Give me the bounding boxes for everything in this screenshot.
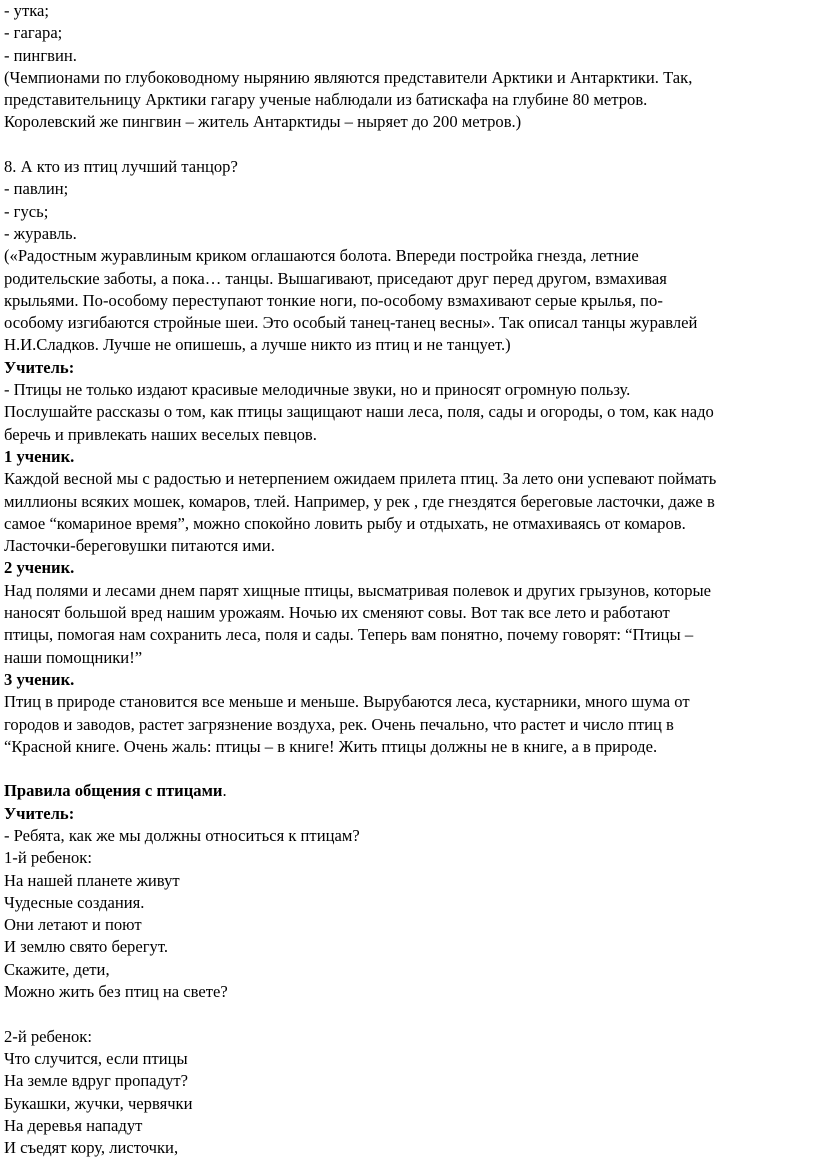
student-3-text-line: Птиц в природе становится все меньше и меньше. Вырубаются леса, кустарники, много шума от: [4, 692, 690, 712]
poem-line: На земле вдруг пропадут?: [4, 1071, 188, 1091]
poem-line: Букашки, жучки, червячки: [4, 1093, 193, 1113]
student-2-text-line: наши помощники!”: [4, 647, 143, 667]
paragraph-gap: [4, 758, 816, 780]
rules-heading: Правила общения с птицами: [4, 781, 223, 801]
crane-note-line: родительские заботы, а пока… танцы. Вышагивают, приседают друг перед другом, взмахивая: [4, 268, 667, 288]
poem-line: Скажите, дети,: [4, 959, 110, 979]
poem-line: На нашей планете живут: [4, 870, 180, 890]
teacher-label: Учитель:: [4, 357, 75, 377]
teacher-label: Учитель:: [4, 803, 75, 823]
question-8: 8. А кто из птиц лучший танцор?: [4, 157, 238, 177]
diving-note-line: Королевский же пингвин – житель Антарктиды – ныряет до 200 метров.): [4, 112, 522, 132]
student-1-text-line: Ласточки-береговушки питаются ими.: [4, 536, 275, 556]
student-3-label: 3 ученик.: [4, 669, 75, 689]
answer-option-crane: - журавль.: [4, 223, 77, 243]
child-2-label: 2-й ребенок:: [4, 1026, 92, 1046]
answer-option-peacock: - павлин;: [4, 179, 69, 199]
diving-note-line: представительницу Арктики гагару ученые наблюдали из батискафа на глубине 80 метров.: [4, 90, 648, 110]
student-1-text-line: самое “комариное время”, можно спокойно ловить рыбу и отдыхать, не отмахиваясь от комаров.: [4, 513, 686, 533]
teacher-question: - Ребята, как же мы должны относиться к птицам?: [4, 825, 360, 845]
student-2-label: 2 ученик.: [4, 558, 75, 578]
crane-note-line: Н.И.Сладков. Лучше не опишешь, а лучше никто из птиц и не танцует.): [4, 335, 511, 355]
teacher-text-line: беречь и привлекать наших веселых певцов.: [4, 424, 317, 444]
poem-line: Что случится, если птицы: [4, 1048, 188, 1068]
teacher-text-line: Послушайте рассказы о том, как птицы защищают наши леса, поля, сады и огороды, о том, как надо: [4, 402, 714, 422]
student-2-text-line: птицы, помогая нам сохранить леса, поля и сады. Теперь вам понятно, почему говорят: “Птицы –: [4, 625, 694, 645]
child-1-label: 1-й ребенок:: [4, 848, 92, 868]
crane-note-line: («Радостным журавлиным криком оглашаются болота. Впереди постройка гнезда, летние: [4, 246, 639, 266]
student-1-text-line: миллионы всяких мошек, комаров, тлей. Например, у рек , где гнездятся береговые ласточки, даже в: [4, 491, 715, 511]
answer-option-loon: - гагара;: [4, 23, 63, 43]
paragraph-gap: [4, 134, 816, 156]
answer-option-duck: - утка;: [4, 1, 50, 20]
student-3-text-line: городов и заводов, растет загрязнение воздуха, рек. Очень печально, что растет и число птиц в: [4, 714, 674, 734]
poem-line: На деревья нападут: [4, 1115, 143, 1135]
poem-line: Чудесные создания.: [4, 892, 145, 912]
rules-heading-line: [4, 780, 816, 802]
student-1-label: 1 ученик.: [4, 446, 75, 466]
poem-line: Они летают и поют: [4, 915, 142, 935]
paragraph-gap: [4, 1003, 816, 1025]
poem-line: И съедят кору, листочки,: [4, 1138, 179, 1158]
student-2-text-line: наносят большой вред нашим урожаям. Ночью их сменяют совы. Вот так все лето и работают: [4, 603, 670, 623]
answer-option-penguin: - пингвин.: [4, 45, 77, 65]
student-1-text-line: Каждой весной мы с радостью и нетерпением ожидаем прилета птиц. За лето они успевают поймать: [4, 469, 717, 489]
poem-line: Можно жить без птиц на свете?: [4, 982, 228, 1002]
diving-note-line: (Чемпионами по глубоководному нырянию являются представители Арктики и Антарктики. Так,: [4, 67, 693, 87]
student-3-text-line: “Красной книге. Очень жаль: птицы – в книге! Жить птицы должны не в книге, а в природе.: [4, 736, 658, 756]
poem-line: И землю свято берегут.: [4, 937, 168, 957]
crane-note-line: особому изгибаются стройные шеи. Это особый танец-танец весны». Так описал танцы журавлей: [4, 313, 698, 333]
answer-option-goose: - гусь;: [4, 201, 49, 221]
crane-note-line: крыльями. По-особому переступают тонкие ноги, по-особому взмахивают серые крылья, по-: [4, 290, 663, 310]
rules-heading-tail: .: [222, 781, 227, 801]
teacher-text-line: - Птицы не только издают красивые мелодичные звуки, но и приносят огромную пользу.: [4, 380, 631, 400]
student-2-text-line: Над полями и лесами днем парят хищные птицы, высматривая полевок и других грызунов, которые: [4, 580, 712, 600]
